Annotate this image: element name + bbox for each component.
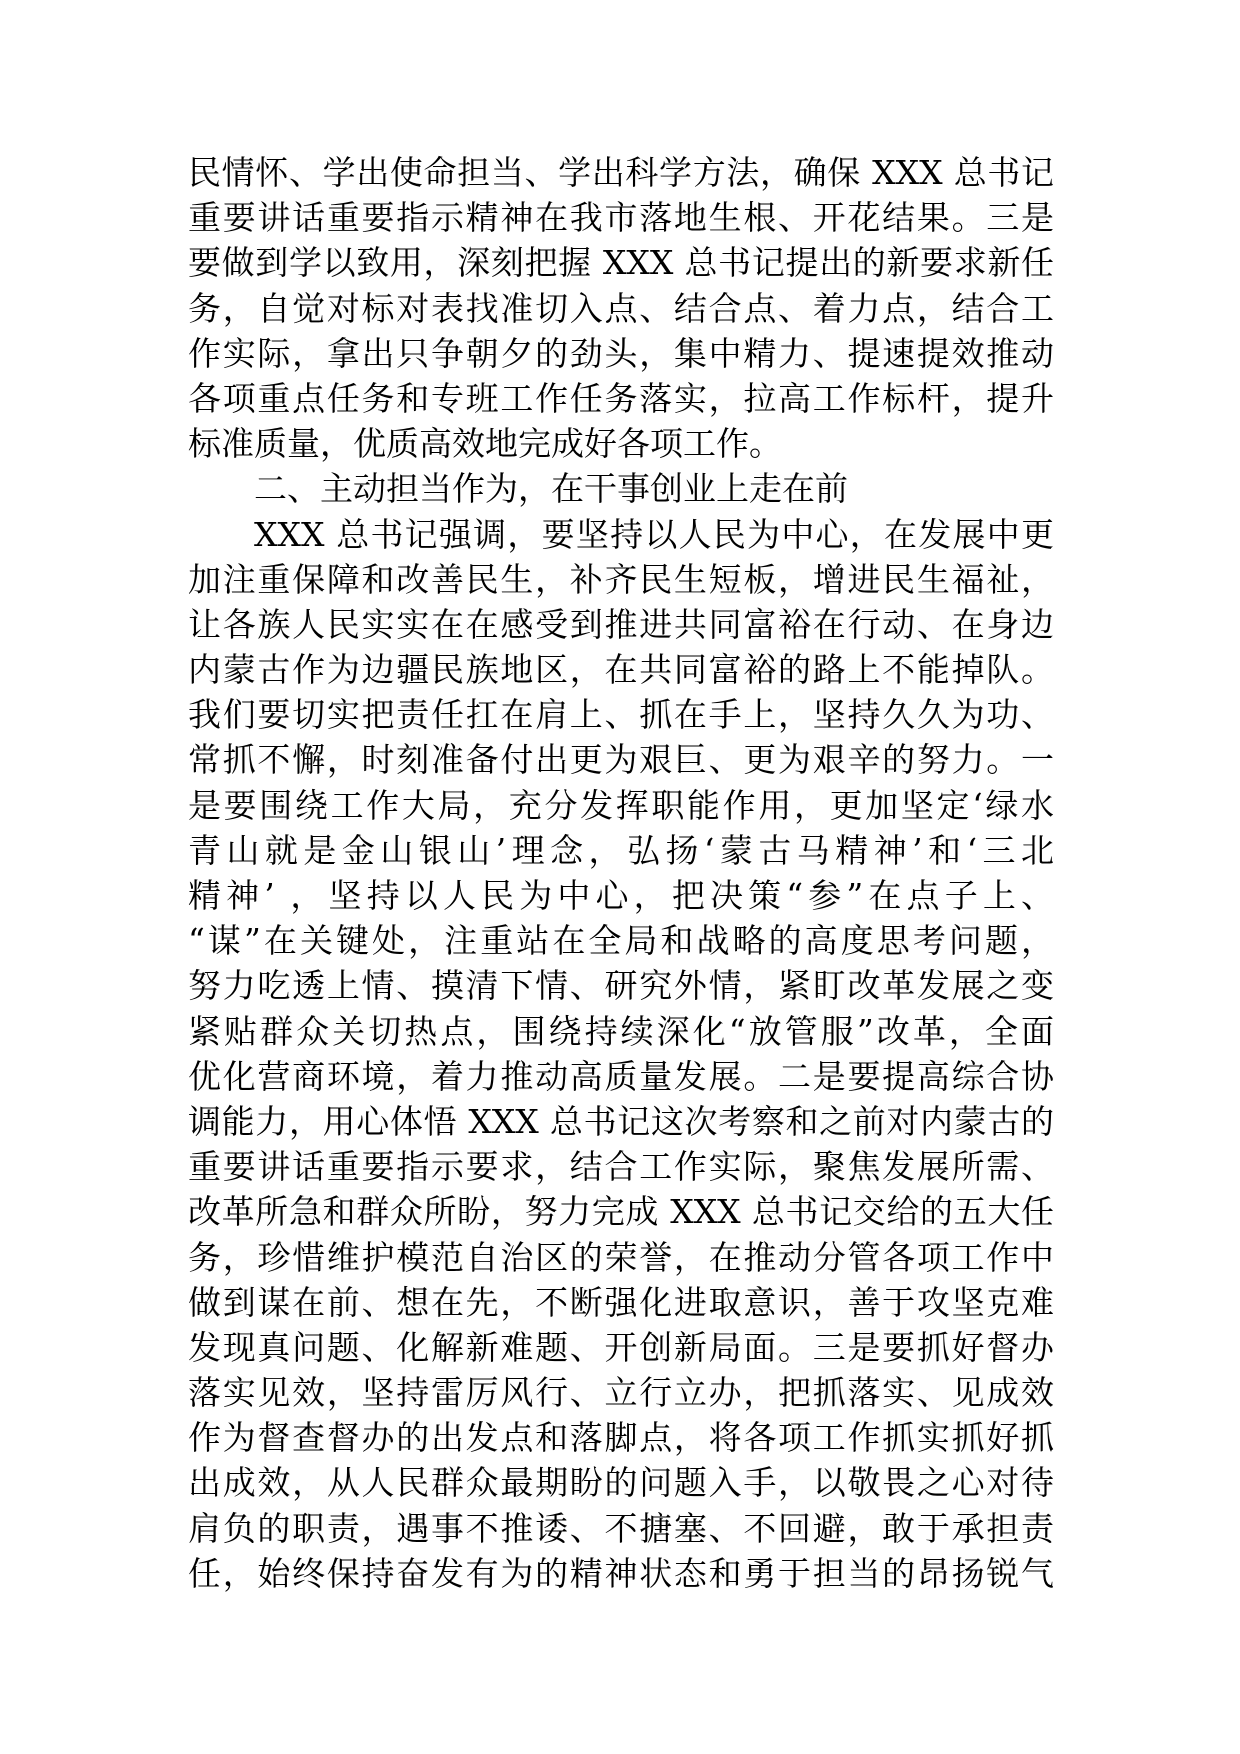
body-line: 紧贴群众关切热点，围绕持续深化“放管服”改革，全面 (188, 1011, 1054, 1051)
body-line: 作实际，拿出只争朝夕的劲头，集中精力、提速提效推动 (188, 333, 1054, 373)
body-line: 作为督查督办的出发点和落脚点，将各项工作抓实抓好抓 (188, 1418, 1054, 1458)
body-line: 务，自觉对标对表找准切入点、结合点、着力点，结合工 (188, 288, 1054, 328)
body-line: 优化营商环境，着力推动高质量发展。二是要提高综合协 (188, 1056, 1054, 1096)
section-heading: 二、主动担当作为，在干事创业上走在前 (254, 469, 848, 509)
body-line: 我们要切实把责任扛在肩上、抓在手上，坚持久久为功、 (188, 695, 1054, 735)
body-line: 发现真问题、化解新难题、开创新局面。三是要抓好督办 (188, 1327, 1054, 1367)
body-line: 让各族人民实实在在感受到推进共同富裕在行动、在身边 (188, 604, 1054, 644)
body-line: 是要围绕工作大局，充分发挥职能作用，更加坚定‘绿水 (188, 785, 1054, 825)
body-line: 做到谋在前、想在先，不断强化进取意识，善于攻坚克难 (188, 1282, 1054, 1322)
paragraph-first-line: XXX 总书记强调，要坚持以人民为中心，在发展中更 (254, 514, 1054, 554)
body-line: 常抓不懈，时刻准备付出更为艰巨、更为艰辛的努力。一 (188, 740, 1054, 780)
body-line: 调能力，用心体悟 XXX 总书记这次考察和之前对内蒙古的 (188, 1101, 1054, 1141)
body-line: 青山就是金山银山’理念，弘扬‘蒙古马精神’和‘三北 (188, 830, 1054, 870)
body-line: 任，始终保持奋发有为的精神状态和勇于担当的昂扬锐气 (188, 1553, 1054, 1593)
body-line: 重要讲话重要指示精神在我市落地生根、开花结果。三是 (188, 198, 1054, 238)
body-line: 民情怀、学出使命担当、学出科学方法，确保 XXX 总书记 (188, 153, 1054, 192)
body-line: 落实见效，坚持雷厉风行、立行立办，把抓落实、见成效 (188, 1373, 1054, 1413)
body-line: 出成效，从人民群众最期盼的问题入手，以敬畏之心对待 (188, 1463, 1054, 1503)
document-body (188, 150, 1054, 1596)
body-line: “谋”在关键处，注重站在全局和战略的高度思考问题， (188, 921, 1054, 961)
body-line: 精神’ ，坚持以人民为中心，把决策“参”在点子上、 (188, 876, 1054, 915)
body-line: 内蒙古作为边疆民族地区，在共同富裕的路上不能掉队。 (188, 650, 1054, 690)
body-line: 重要讲话重要指示要求，结合工作实际，聚焦发展所需、 (188, 1147, 1054, 1187)
paragraph-end-line: 标准质量，优质高效地完成好各项工作。 (188, 424, 782, 464)
body-line: 各项重点任务和专班工作任务落实，拉高工作标杆，提升 (188, 378, 1054, 418)
body-line: 肩负的职责，遇事不推诿、不搪塞、不回避，敢于承担责 (188, 1508, 1054, 1548)
body-line: 加注重保障和改善民生，补齐民生短板，增进民生福祉， (188, 559, 1054, 599)
body-line: 努力吃透上情、摸清下情、研究外情，紧盯改革发展之变 (188, 966, 1054, 1006)
body-line: 改革所急和群众所盼，努力完成 XXX 总书记交给的五大任 (188, 1192, 1054, 1232)
body-line: 务，珍惜维护模范自治区的荣誉，在推动分管各项工作中 (188, 1237, 1054, 1277)
body-line: 要做到学以致用，深刻把握 XXX 总书记提出的新要求新任 (188, 243, 1054, 283)
